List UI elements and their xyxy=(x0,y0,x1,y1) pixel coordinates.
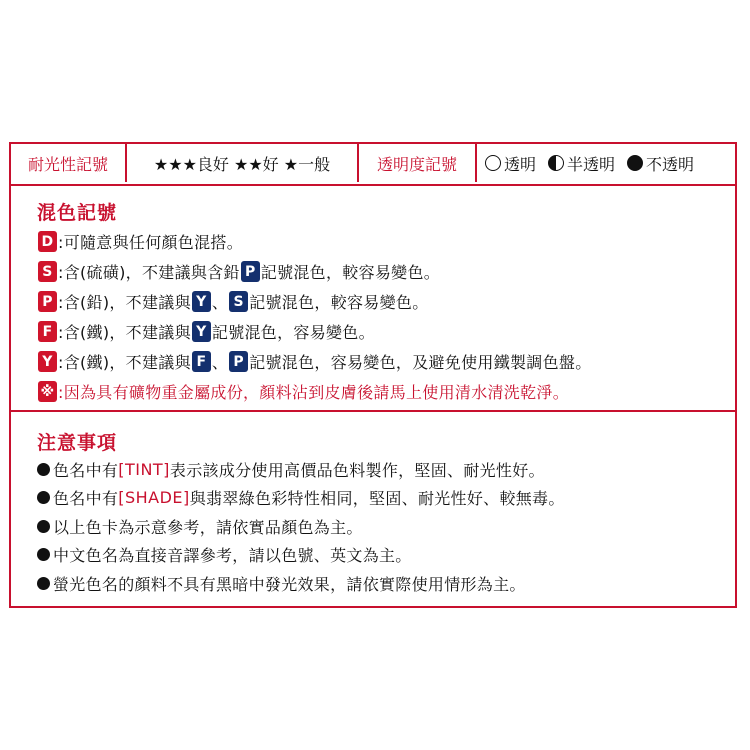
notes-section-title: 注意事項 xyxy=(37,432,118,454)
mix-line-f xyxy=(37,320,375,343)
ref-badge-p: P xyxy=(229,351,248,372)
half-circle-icon xyxy=(548,155,564,171)
tint-tag: [TINT] xyxy=(118,460,170,479)
filled-dot-icon xyxy=(37,491,50,504)
note-line-4 xyxy=(37,543,412,566)
mix-line-s xyxy=(37,260,440,283)
mix-line-s-pre: :含(硫磺)，不建議與含鉛 xyxy=(58,263,240,282)
badge-s: S xyxy=(38,261,57,282)
note-2-post: 與翡翠綠色彩特性相同，堅固、耐光性好、較無毒。 xyxy=(189,489,565,508)
semi-transparent-text: 半透明 xyxy=(567,154,616,174)
ref-badge-s: S xyxy=(229,291,248,312)
badge-f: F xyxy=(38,321,57,342)
transparent-item xyxy=(485,152,536,175)
note-5-text: 螢光色名的顏料不具有黑暗中發光效果，請依實際使用情形為主。 xyxy=(53,575,526,594)
legend-card xyxy=(9,142,737,608)
shade-tag: [SHADE] xyxy=(118,488,190,507)
note-1-pre: 色名中有 xyxy=(53,461,119,480)
empty-circle-icon xyxy=(485,155,501,171)
durability-legend: ★★★良好 ★★好 ★一般 xyxy=(125,144,357,182)
note-4-text: 中文色名為直接音譯參考，請以色號、英文為主。 xyxy=(53,546,412,565)
filled-circle-icon xyxy=(627,155,643,171)
ref-badge-y: Y xyxy=(192,321,211,342)
badge-warning: ※ xyxy=(38,381,57,402)
note-2-pre: 色名中有 xyxy=(53,489,119,508)
durability-label: 耐光性記號 xyxy=(27,154,108,174)
ref-badge-f: F xyxy=(192,351,211,372)
note-1-post: 表示該成分使用高價品色料製作，堅固、耐光性好。 xyxy=(169,461,545,480)
transparency-label: 透明度記號 xyxy=(357,144,475,182)
note-3-text: 以上色卡為示意參考，請依實品顏色為主。 xyxy=(53,518,363,537)
mixing-section-title: 混色記號 xyxy=(37,202,118,224)
mix-line-warning-text: :因為具有礦物重金屬成份，顏料沾到皮膚後請馬上使用清水清洗乾淨。 xyxy=(58,383,569,402)
mix-line-d xyxy=(37,230,243,253)
semi-transparent-item xyxy=(548,152,615,175)
note-line-5 xyxy=(37,572,526,595)
filled-dot-icon xyxy=(37,520,50,533)
mix-line-p-post: 記號混色，較容易變色。 xyxy=(249,293,429,312)
mix-line-f-post: 記號混色，容易變色。 xyxy=(211,323,375,342)
mix-line-y-post: 記號混色，容易變色，及避免使用鐵製調色盤。 xyxy=(249,353,592,372)
opaque-text: 不透明 xyxy=(646,154,695,174)
filled-dot-icon xyxy=(37,463,50,476)
marks-header-row xyxy=(11,144,735,186)
transparent-text: 透明 xyxy=(504,154,537,174)
badge-y: Y xyxy=(38,351,57,372)
transparency-legend xyxy=(475,144,735,182)
note-line-1 xyxy=(37,458,545,481)
ref-badge-p: P xyxy=(241,261,260,282)
mix-line-f-pre: :含(鐵)，不建議與 xyxy=(58,323,191,342)
note-line-2 xyxy=(37,486,565,509)
opaque-item xyxy=(627,152,694,175)
mix-line-s-post: 記號混色，較容易變色。 xyxy=(260,263,441,282)
filled-dot-icon xyxy=(37,577,50,590)
filled-dot-icon xyxy=(37,548,50,561)
badge-p: P xyxy=(38,291,57,312)
mix-line-d-text: :可隨意與任何顏色混搭。 xyxy=(58,233,243,252)
mix-line-warning xyxy=(37,380,569,403)
section-divider xyxy=(11,410,735,412)
ref-badge-y: Y xyxy=(192,291,211,312)
badge-d: D xyxy=(38,231,57,252)
mix-line-y: Y :含(鐵)，不建議與 F 、 P 記號混色，容易變色，及避免使用鐵製調色盤。 xyxy=(37,350,592,373)
note-line-3 xyxy=(37,515,363,538)
mix-line-y-pre: :含(鐵)，不建議與 xyxy=(58,353,191,372)
mix-line-p: P :含(鉛)，不建議與 Y 、 S 記號混色，較容易變色。 xyxy=(37,290,429,313)
mix-line-p-pre: :含(鉛)，不建議與 xyxy=(58,293,191,312)
